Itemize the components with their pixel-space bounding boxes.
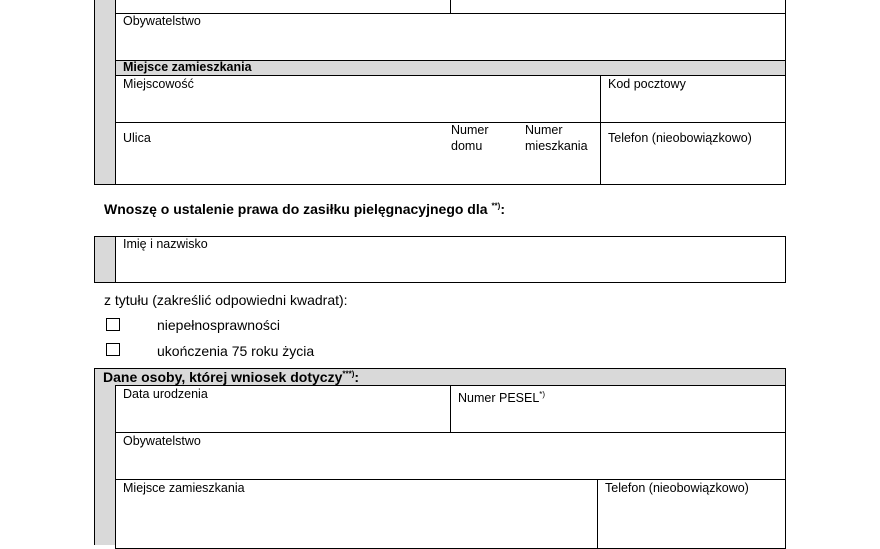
numer-domu-label-2: domu: [451, 139, 483, 153]
imie-nazwisko-label: Imię i nazwisko: [123, 237, 208, 251]
pesel-label-sup: *): [539, 390, 546, 399]
numer-mieszkania-label-2: mieszkania: [525, 139, 588, 153]
section2-header-text: Dane osoby, której wniosek dotyczy: [103, 369, 343, 385]
obywatelstwo-field[interactable]: [115, 13, 786, 61]
section2-header-colon: :: [354, 369, 360, 385]
obywatelstwo-label: Obywatelstwo: [123, 14, 201, 28]
numer-domu-label-1: Numer: [451, 123, 489, 137]
section2-header-sup: ***): [342, 369, 355, 379]
pesel-label-text: Numer PESEL: [458, 391, 540, 406]
ulica-label: Ulica: [123, 131, 151, 145]
section1-side-strip: [94, 0, 116, 185]
checkbox-75-lat[interactable]: [106, 343, 120, 356]
miejsce-zamieszkania2-label: Miejsce zamieszkania: [123, 481, 245, 495]
z-tytulu-text: z tytułu (zakreślić odpowiedni kwadrat):: [104, 292, 348, 308]
option-niepelnosprawnosci: niepełnosprawności: [157, 317, 280, 333]
obywatelstwo2-field[interactable]: [115, 432, 786, 480]
pesel-label: [458, 387, 545, 406]
kod-pocztowy-label: Kod pocztowy: [608, 77, 686, 91]
imie-side-strip: [94, 236, 116, 283]
prev-row-field-left[interactable]: [115, 0, 451, 14]
request-heading-colon: :: [500, 201, 505, 217]
data-urodzenia-label: Data urodzenia: [123, 387, 208, 401]
request-heading: [104, 201, 505, 217]
imie-nazwisko-field[interactable]: [115, 236, 786, 283]
section2-side-strip: [94, 385, 116, 545]
obywatelstwo2-label: Obywatelstwo: [123, 434, 201, 448]
section2-header-label: [103, 369, 359, 385]
telefon-label: Telefon (nieobowiązkowo): [608, 131, 752, 145]
miejscowosc-label: Miejscowość: [123, 77, 194, 91]
numer-mieszkania-label-1: Numer: [525, 123, 563, 137]
option-75-lat: ukończenia 75 roku życia: [157, 343, 315, 359]
prev-row-field-right[interactable]: [450, 0, 786, 14]
checkbox-niepelnosprawnosci[interactable]: [106, 318, 120, 331]
request-heading-sup: **): [491, 201, 501, 211]
miejsce-zamieszkania-header-label: Miejsce zamieszkania: [123, 60, 252, 74]
telefon2-label: Telefon (nieobowiązkowo): [605, 481, 749, 495]
request-heading-text: Wnoszę o ustalenie prawa do zasiłku pielęgnacyjnego dla: [104, 201, 488, 217]
